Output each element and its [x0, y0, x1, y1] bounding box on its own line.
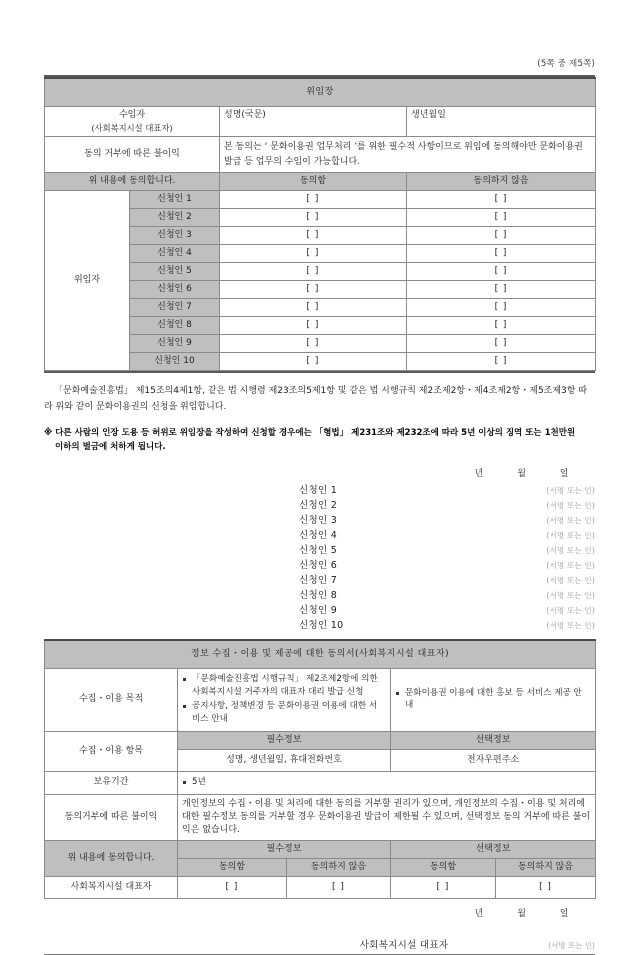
- disagree-checkbox[interactable]: [ ]: [407, 245, 596, 263]
- privacy-refusal-label: 동의거부에 따른 불이익: [45, 794, 178, 840]
- disagree-checkbox[interactable]: [ ]: [407, 190, 596, 208]
- optional-disagree-header: 동의하지 않음: [496, 858, 596, 876]
- privacy-refusal-text: 개인정보의 수집・이용 및 처리에 대한 동의를 거부할 권리가 있으며, 개인정보의 수집・이용 및 처리에 대한 필수정보 동의를 거부할 경우 문화이용권 발급이 제한될 수 있으며, 선택정보 동의 거부에 따른 불이익은 없습니다.: [178, 794, 596, 840]
- signature-seal-note[interactable]: (서명 또는 인): [546, 486, 595, 496]
- delegation-title: 위임장: [45, 78, 596, 107]
- retention-row: [45, 771, 596, 794]
- required-disagree-checkbox[interactable]: [ ]: [287, 876, 391, 898]
- list-item: [44, 618, 595, 633]
- optional-agree-header: 동의함: [391, 858, 496, 876]
- consent-header-label: 위 내용에 동의합니다.: [45, 172, 220, 190]
- footer-signer-label: 사회복지시설 대표자: [359, 939, 449, 951]
- delegator-label: 위임자: [45, 190, 130, 370]
- footer-date-day-label: 일: [559, 908, 569, 919]
- delegation-table: [44, 77, 596, 371]
- agree-checkbox[interactable]: [ ]: [220, 245, 407, 263]
- delegate-row: [45, 107, 596, 137]
- applicant-label: 신청인 9: [130, 335, 220, 353]
- delegate-birth-field[interactable]: 생년월일: [407, 107, 596, 137]
- page-indicator-row: [44, 0, 595, 69]
- disagree-checkbox[interactable]: [ ]: [407, 335, 596, 353]
- required-agree-header: 동의함: [178, 858, 287, 876]
- delegate-label: [45, 107, 220, 137]
- date-day-label: 일: [559, 469, 569, 480]
- items-label: 수집・이용 항목: [45, 731, 178, 771]
- signature-name: 신청인 4: [299, 530, 338, 542]
- purpose-required-list: [178, 669, 391, 732]
- agree-checkbox[interactable]: [ ]: [220, 335, 407, 353]
- list-item: [44, 603, 595, 618]
- disagree-checkbox[interactable]: [ ]: [407, 281, 596, 299]
- legal-warning-line2: 이하의 벌금에 처하게 됩니다.: [55, 441, 166, 452]
- consent-header-row: [45, 172, 596, 190]
- disagree-checkbox[interactable]: [ ]: [407, 317, 596, 335]
- agree-checkbox[interactable]: [ ]: [220, 317, 407, 335]
- privacy-refusal-row: [45, 794, 596, 840]
- signature-name: 신청인 1: [299, 485, 338, 497]
- privacy-consent-header-row: [45, 840, 596, 858]
- footer-date-year-label: 년: [474, 908, 484, 919]
- applicant-label: 신청인 6: [130, 281, 220, 299]
- refusal-text: 본 동의는 ‘ 문화이용권 업무처리 ’를 위한 필수적 사항이므로 위임에 동의해야만 문화이용권 발급 등 업무의 수임이 가능합니다.: [220, 137, 596, 173]
- signature-name: 신청인 5: [299, 545, 338, 557]
- applicant-label: 신청인 5: [130, 263, 220, 281]
- applicant-label: 신청인 2: [130, 208, 220, 226]
- optional-agree-checkbox[interactable]: [ ]: [391, 876, 496, 898]
- list-item: [44, 513, 595, 528]
- refusal-label: 동의 거부에 따른 불이익: [45, 137, 220, 173]
- list-item: [44, 588, 595, 603]
- signature-seal-note[interactable]: (서명 또는 인): [546, 561, 595, 571]
- signature-name: 신청인 10: [299, 620, 344, 632]
- disagree-checkbox[interactable]: [ ]: [407, 263, 596, 281]
- disagree-checkbox[interactable]: [ ]: [407, 227, 596, 245]
- delegation-title-row: [45, 78, 596, 107]
- privacy-signer-row: [45, 876, 596, 898]
- signature-seal-note[interactable]: (서명 또는 인): [546, 576, 595, 586]
- page-indicator: (5쪽 중 제5쪽): [537, 59, 595, 69]
- privacy-optional-header: 선택정보: [391, 840, 596, 858]
- purpose-optional-list: [391, 669, 596, 732]
- legal-paragraph: 「문화예술진흥법」 제15조의4제1항, 같은 법 시행령 제23조의5제1항 및 같은 법 시행규칙 제2조제2항・제4조제2항・제5조제3항 따라 위와 같이 문화이용권의 신청을 위임합니다.: [44, 386, 588, 413]
- delegate-name-field[interactable]: 성명(국문): [220, 107, 407, 137]
- signature-seal-note[interactable]: (서명 또는 인): [546, 546, 595, 556]
- privacy-consent-header-label: 위 내용에 동의합니다.: [45, 840, 178, 876]
- signature-seal-note[interactable]: (서명 또는 인): [546, 501, 595, 511]
- signature-name: 신청인 2: [299, 500, 338, 512]
- disagree-checkbox[interactable]: [ ]: [407, 208, 596, 226]
- required-disagree-header: 동의하지 않음: [287, 858, 391, 876]
- table-row: [45, 190, 596, 208]
- agree-checkbox[interactable]: [ ]: [220, 281, 407, 299]
- footer-date-month-label: 월: [517, 908, 527, 919]
- delegate-label-line1: 수임자: [118, 110, 146, 121]
- signature-name: 신청인 8: [299, 590, 338, 602]
- signature-name: 신청인 6: [299, 560, 338, 572]
- signature-seal-note[interactable]: (서명 또는 인): [546, 591, 595, 601]
- applicant-label: 신청인 8: [130, 317, 220, 335]
- signature-seal-note[interactable]: (서명 또는 인): [546, 531, 595, 541]
- applicant-label: 신청인 7: [130, 299, 220, 317]
- list-item: [44, 483, 595, 498]
- optional-disagree-checkbox[interactable]: [ ]: [496, 876, 596, 898]
- required-agree-checkbox[interactable]: [ ]: [178, 876, 287, 898]
- list-item: [44, 528, 595, 543]
- privacy-table: [44, 639, 596, 899]
- delegation-bottom-rule: [44, 371, 595, 373]
- disagree-checkbox[interactable]: [ ]: [407, 353, 596, 371]
- applicant-label: 신청인 1: [130, 190, 220, 208]
- signature-seal-note[interactable]: (서명 또는 인): [546, 516, 595, 526]
- legal-warning-line1: ※ 다른 사람의 인장 도용 등 허위로 위임장을 작성하여 신청할 경우에는 「형법」 제231조와 제232조에 따라 5년 이상의 징역 또는 1천만원: [44, 427, 576, 438]
- refusal-row: [45, 137, 596, 173]
- list-item: [44, 573, 595, 588]
- agree-checkbox[interactable]: [ ]: [220, 299, 407, 317]
- applicant-label: 신청인 10: [130, 353, 220, 371]
- items-optional-value: 전자우편주소: [391, 749, 596, 771]
- privacy-title-row: [45, 640, 596, 669]
- agree-checkbox[interactable]: [ ]: [220, 227, 407, 245]
- disagree-checkbox[interactable]: [ ]: [407, 299, 596, 317]
- list-item: 「문화예술진흥법 시행규칙」 제2조제2항에 의한 사회복지시설 거주자의 대표자 대리 발급 신청: [183, 673, 385, 699]
- list-item: 5년: [183, 776, 590, 789]
- legal-warning: [44, 427, 595, 454]
- purpose-row: [45, 669, 596, 732]
- agree-checkbox[interactable]: [ ]: [220, 190, 407, 208]
- consent-disagree-header: 동의하지 않음: [407, 172, 596, 190]
- consent-agree-header: 동의함: [220, 172, 407, 190]
- applicant-signature-list: [44, 483, 595, 633]
- applicant-label: 신청인 3: [130, 227, 220, 245]
- items-required-value: 성명, 생년월일, 휴대전화번호: [178, 749, 391, 771]
- signature-name: 신청인 7: [299, 575, 338, 587]
- signature-name: 신청인 3: [299, 515, 338, 527]
- purpose-label: 수집・이용 목적: [45, 669, 178, 732]
- agree-checkbox[interactable]: [ ]: [220, 208, 407, 226]
- privacy-required-header: 필수정보: [178, 840, 391, 858]
- items-required-header: 필수정보: [178, 731, 391, 749]
- signature-name: 신청인 9: [299, 605, 338, 617]
- signature-seal-note[interactable]: (서명 또는 인): [546, 621, 595, 631]
- privacy-title: 정보 수집・이용 및 제공에 대한 동의서(사회복지시설 대표자): [45, 640, 596, 669]
- items-optional-header: 선택정보: [391, 731, 596, 749]
- agree-checkbox[interactable]: [ ]: [220, 263, 407, 281]
- list-item: [44, 543, 595, 558]
- footer-seal-note[interactable]: (서명 또는 인): [548, 940, 595, 950]
- list-item: 공지사항, 정책변경 등 문화이용권 이용에 대한 서비스 안내: [183, 700, 385, 726]
- list-item: [44, 558, 595, 573]
- privacy-section: [44, 639, 595, 899]
- list-item: [44, 498, 595, 513]
- retention-label: 보유기간: [45, 771, 178, 794]
- footer-dateline: [44, 906, 595, 919]
- signature-seal-note[interactable]: (서명 또는 인): [546, 606, 595, 616]
- date-year-label: 년: [474, 469, 484, 480]
- agree-checkbox[interactable]: [ ]: [220, 353, 407, 371]
- applicant-label: 신청인 4: [130, 245, 220, 263]
- delegate-label-line2: (사회복지시설 대표자): [91, 123, 173, 134]
- date-month-label: 월: [517, 469, 527, 480]
- privacy-signer-label: 사회복지시설 대표자: [45, 876, 178, 898]
- retention-value-cell: [178, 771, 596, 794]
- items-header-row: [45, 731, 596, 749]
- list-item: 문화이용권 이용에 대한 홍보 등 서비스 제공 안내: [396, 687, 590, 713]
- delegation-dateline: [44, 466, 595, 479]
- footer-signature-row: [44, 937, 595, 951]
